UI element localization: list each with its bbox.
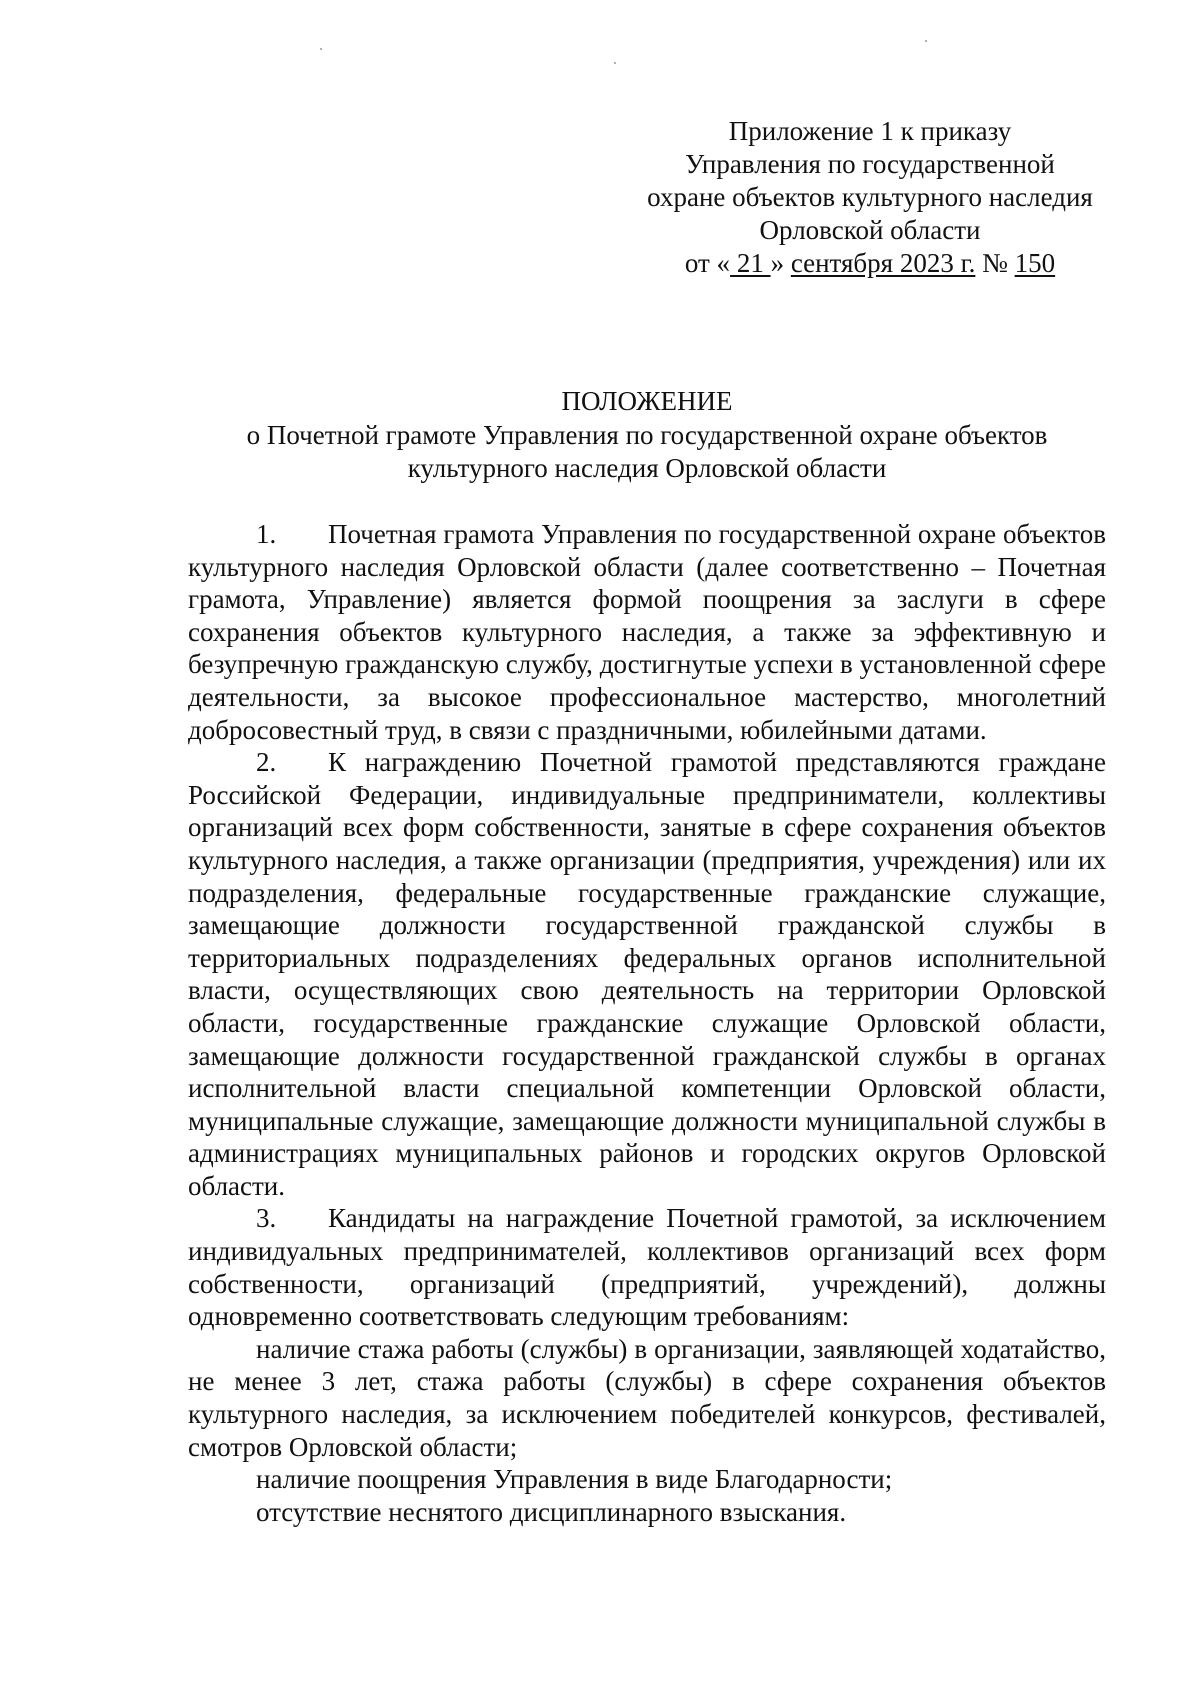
appendix-header xyxy=(620,115,1120,280)
requirement-3: отсутствие неснятого дисциплинарного взыскания. xyxy=(256,1496,847,1527)
date-mid: » xyxy=(770,248,791,278)
title-main: ПОЛОЖЕНИЕ xyxy=(561,386,733,416)
paragraph-1 xyxy=(188,518,1106,746)
date-month-year: сентября 2023 г. xyxy=(790,248,976,278)
title-sub-1: о Почетной грамоте Управления по государственной охране объектов xyxy=(246,420,1048,450)
scan-speck xyxy=(320,48,322,50)
order-number: 150 xyxy=(1014,248,1056,278)
header-line-2: Управления по государственной xyxy=(685,149,1055,179)
paragraph-number: 1. xyxy=(256,519,277,549)
requirement-1: наличие стажа работы (службы) в организации, заявляющей ходатайство, не менее 3 лет, стажа работы (службы) в сфере сохранения объектов культурного наследия, за исключением победителей конкурсов, фестивалей, смотров Орловской области; xyxy=(188,1333,1106,1462)
number-prefix: № xyxy=(975,248,1015,278)
scan-speck xyxy=(925,40,927,42)
title-sub-2: культурного наследия Орловской области xyxy=(407,453,887,483)
requirement-2: наличие поощрения Управления в виде Благодарности; xyxy=(256,1464,893,1495)
paragraph-3 xyxy=(188,1202,1106,1332)
date-prefix: от « xyxy=(684,248,731,278)
header-line-3: охране объектов культурного наследия xyxy=(647,182,1093,212)
scan-speck xyxy=(614,62,616,64)
paragraph-text: Кандидаты на награждение Почетной грамотой, за исключением индивидуальных предпринимателей, коллективов организаций всех форм собственности, организаций (предприятий, учреждений), должны одновременно соответствовать следующим требованиям: xyxy=(188,1203,1106,1332)
paragraph-number: 2. xyxy=(256,747,277,778)
paragraph-2 xyxy=(188,746,1106,1202)
paragraph-text: К награждению Почетной грамотой представляются граждане Российской Федерации, индивидуальные предприниматели, коллективы организаций всех форм собственности, занятые в сфере сохранения объектов культурного наследия, а также организации (предприятия, учреждения) или их подразделения, федеральные государственные гражданские служащие, замещающие должности государственной гражданской службы в территориальных подразделениях федеральных органов исполнительной власти, осуществляющих свою деятельность на территории Орловской области, государственные гражданские служащие Орловской области, замещающие должности государственной гражданской службы в органах исполнительной власти специальной компетенции Орловской области, муниципальные служащие, замещающие должности муниципальной службы в администрациях муниципальных районов и городских округов Орловской области. xyxy=(188,747,1106,1201)
document-body xyxy=(188,518,1106,1528)
header-date-line xyxy=(620,247,1120,280)
date-day: 21 xyxy=(730,248,771,278)
header-line-4: Орловской области xyxy=(759,215,981,245)
paragraph-text: Почетная грамота Управления по государственной охране объектов культурного наследия Орловской области (далее соответственно – Почетная грамота, Управление) является формой поощрения за заслуги в сфере сохранения объектов культурного наследия, а также за эффективную и безупречную гражданскую службу, достигнутые успехи в установленной сфере деятельности, за высокое профессиональное мастерство, многолетний добросовестный труд, в связи с праздничными, юбилейными датами. xyxy=(188,519,1106,745)
paragraph-number: 3. xyxy=(256,1203,277,1234)
header-line-1: Приложение 1 к приказу xyxy=(728,116,1012,146)
document-title xyxy=(188,385,1106,485)
